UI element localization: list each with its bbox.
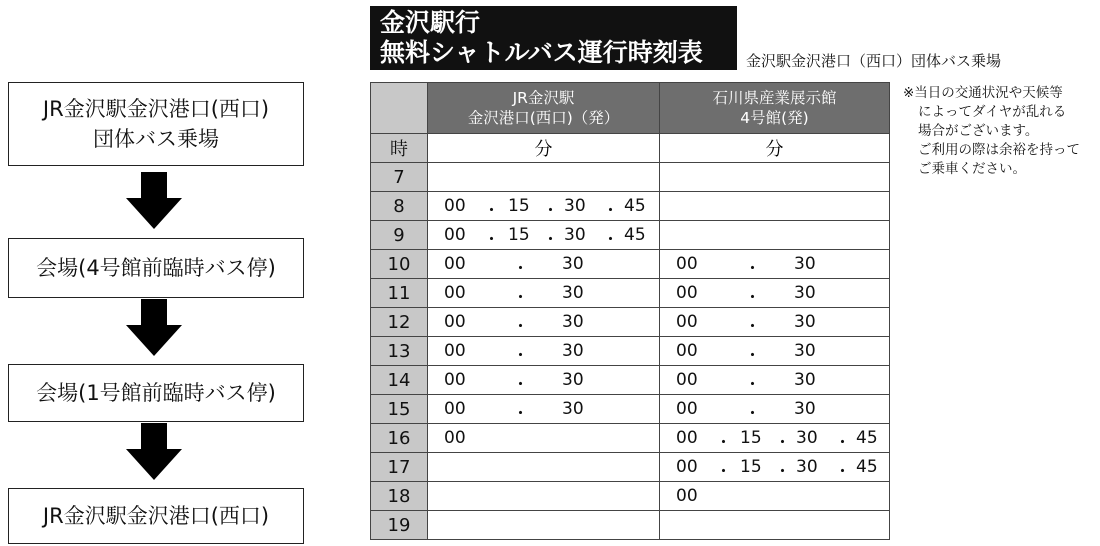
departure-minute: 30 [796,428,818,448]
header-line: 石川県産業展示館 [712,89,837,107]
minute-separator: ・ [512,404,529,424]
departure-minute: 00 [676,428,698,448]
timetable-subheader-row [371,134,890,163]
notice-line: によってダイヤが乱れる [918,104,1067,120]
departure-minute: 00 [676,341,698,361]
timetable-row [371,192,890,221]
minutes-cell-exhibition-hall [660,163,890,192]
notice-text [903,84,1098,179]
minutes-cell-jr-kanazawa [428,279,660,308]
header-line: JR金沢駅 [512,89,575,107]
departure-minute: 00 [676,399,698,419]
minute-separator: ・ [602,230,619,250]
timetable-row [371,482,890,511]
minutes-cell-jr-kanazawa [428,453,660,482]
notice-line: 場合がございます。 [918,123,1039,139]
minutes-cell-exhibition-hall [660,192,890,221]
hour-cell: 11 [371,279,428,308]
departure-minute: 00 [444,341,466,361]
notice-line: ご利用の際は余裕を持って [918,142,1080,158]
minute-label: 分 [660,134,890,163]
minute-separator: ・ [602,201,619,221]
departure-minute: 00 [444,312,466,332]
departure-minute: 30 [794,399,816,419]
down-arrow-icon [124,423,184,481]
departure-minute: 00 [444,370,466,390]
flow-step-text: 会場(1号館前臨時バス停) [36,381,276,405]
minute-separator: ・ [542,230,559,250]
minutes-cell-jr-kanazawa [428,337,660,366]
timetable-row [371,221,890,250]
departure-minute: 00 [676,486,698,506]
departure-minute: 15 [740,457,762,477]
header-corner [371,83,428,134]
minute-separator: ・ [512,346,529,366]
departure-minute: 00 [444,283,466,303]
flow-step-hall1 [8,364,304,422]
departure-minute: 00 [676,254,698,274]
minutes-cell-exhibition-hall [660,453,890,482]
departure-minute: 30 [794,254,816,274]
timetable-row [371,395,890,424]
minute-separator: ・ [834,462,851,482]
minute-separator: ・ [715,462,732,482]
minute-separator: ・ [483,201,500,221]
minutes-cell-jr-kanazawa [428,511,660,540]
departure-minute: 45 [856,457,878,477]
departure-minute: 30 [562,254,584,274]
minute-separator: ・ [744,288,761,308]
minutes-cell-exhibition-hall [660,337,890,366]
minutes-cell-exhibition-hall [660,395,890,424]
departure-minute: 15 [508,225,530,245]
departure-minute: 30 [794,312,816,332]
minute-separator: ・ [774,462,791,482]
minutes-cell-exhibition-hall [660,424,890,453]
minutes-cell-exhibition-hall [660,308,890,337]
departure-minute: 00 [676,370,698,390]
departure-minute: 00 [676,457,698,477]
minute-separator: ・ [512,288,529,308]
minute-label: 分 [428,134,660,163]
hour-cell: 17 [371,453,428,482]
departure-minute: 30 [564,196,586,216]
timetable-row [371,337,890,366]
header-line: 金沢港口(西口)（発） [467,109,620,127]
header-exhibition-hall [660,83,890,134]
minutes-cell-exhibition-hall [660,366,890,395]
minute-separator: ・ [715,433,732,453]
timetable-row [371,511,890,540]
minute-separator: ・ [744,317,761,337]
minutes-cell-exhibition-hall [660,279,890,308]
minutes-cell-jr-kanazawa [428,366,660,395]
hour-cell: 9 [371,221,428,250]
timetable-row [371,279,890,308]
minutes-cell-exhibition-hall [660,221,890,250]
timetable-row [371,424,890,453]
hour-cell: 10 [371,250,428,279]
header-line: 4号館(発) [740,109,809,127]
departure-minute: 30 [562,283,584,303]
minute-separator: ・ [512,317,529,337]
minutes-cell-jr-kanazawa [428,482,660,511]
departure-minute: 45 [624,196,646,216]
minute-separator: ・ [774,433,791,453]
departure-minute: 30 [562,399,584,419]
departure-minute: 00 [444,254,466,274]
timetable-row [371,250,890,279]
timetable-header-row [371,83,890,134]
minute-separator: ・ [744,346,761,366]
minute-separator: ・ [542,201,559,221]
minute-separator: ・ [483,230,500,250]
subtitle-bus-stop: 金沢駅金沢港口（西口）団体バス乗場 [746,52,1002,70]
minutes-cell-jr-kanazawa [428,395,660,424]
departure-minute: 15 [508,196,530,216]
minutes-cell-jr-kanazawa [428,163,660,192]
flow-step-text: JR金沢駅金沢港口(西口) [42,97,270,121]
minute-separator: ・ [834,433,851,453]
departure-minute: 00 [444,225,466,245]
flow-step-departure [8,82,304,166]
hour-cell: 15 [371,395,428,424]
timetable-row [371,308,890,337]
departure-minute: 30 [564,225,586,245]
departure-minute: 30 [562,341,584,361]
hour-cell: 16 [371,424,428,453]
notice-line: ご乗車ください。 [918,161,1026,177]
departure-minute: 30 [796,457,818,477]
timetable-row [371,366,890,395]
minutes-cell-exhibition-hall [660,250,890,279]
hour-cell: 13 [371,337,428,366]
down-arrow-icon [124,299,184,357]
minutes-cell-jr-kanazawa [428,250,660,279]
timetable-row [371,163,890,192]
timetable-row [371,453,890,482]
departure-minute: 00 [676,312,698,332]
departure-minute: 00 [676,283,698,303]
hour-label: 時 [371,134,428,163]
flow-step-arrival [8,488,304,544]
page-title [370,6,737,70]
departure-minute: 30 [794,341,816,361]
hour-cell: 12 [371,308,428,337]
departure-minute: 30 [562,312,584,332]
hour-cell: 8 [371,192,428,221]
title-line-2: 無料シャトルバス運行時刻表 [380,38,703,67]
departure-minute: 30 [794,370,816,390]
minutes-cell-exhibition-hall [660,482,890,511]
down-arrow-icon [124,172,184,230]
hour-cell: 18 [371,482,428,511]
title-line-1: 金沢駅行 [380,8,481,37]
flow-step-text: JR金沢駅金沢港口(西口) [42,504,270,528]
hour-cell: 7 [371,163,428,192]
departure-minute: 30 [794,283,816,303]
hour-cell: 19 [371,511,428,540]
minute-separator: ・ [744,375,761,395]
departure-minute: 00 [444,428,466,448]
minute-separator: ・ [744,259,761,279]
departure-minute: 00 [444,196,466,216]
minutes-cell-jr-kanazawa [428,221,660,250]
timetable [370,82,890,540]
header-jr-kanazawa [428,83,660,134]
minutes-cell-jr-kanazawa [428,192,660,221]
hour-cell: 14 [371,366,428,395]
departure-minute: 45 [624,225,646,245]
departure-minute: 45 [856,428,878,448]
flow-step-text: 団体バス乗場 [93,127,219,151]
departure-minute: 00 [444,399,466,419]
flow-step-text: 会場(4号館前臨時バス停) [36,256,276,280]
departure-minute: 30 [562,370,584,390]
departure-minute: 15 [740,428,762,448]
minute-separator: ・ [512,375,529,395]
minute-separator: ・ [744,404,761,424]
minutes-cell-jr-kanazawa [428,424,660,453]
notice-line: ※当日の交通状況や天候等 [903,85,1063,101]
flow-step-hall4 [8,238,304,298]
minutes-cell-jr-kanazawa [428,308,660,337]
minutes-cell-exhibition-hall [660,511,890,540]
minute-separator: ・ [512,259,529,279]
